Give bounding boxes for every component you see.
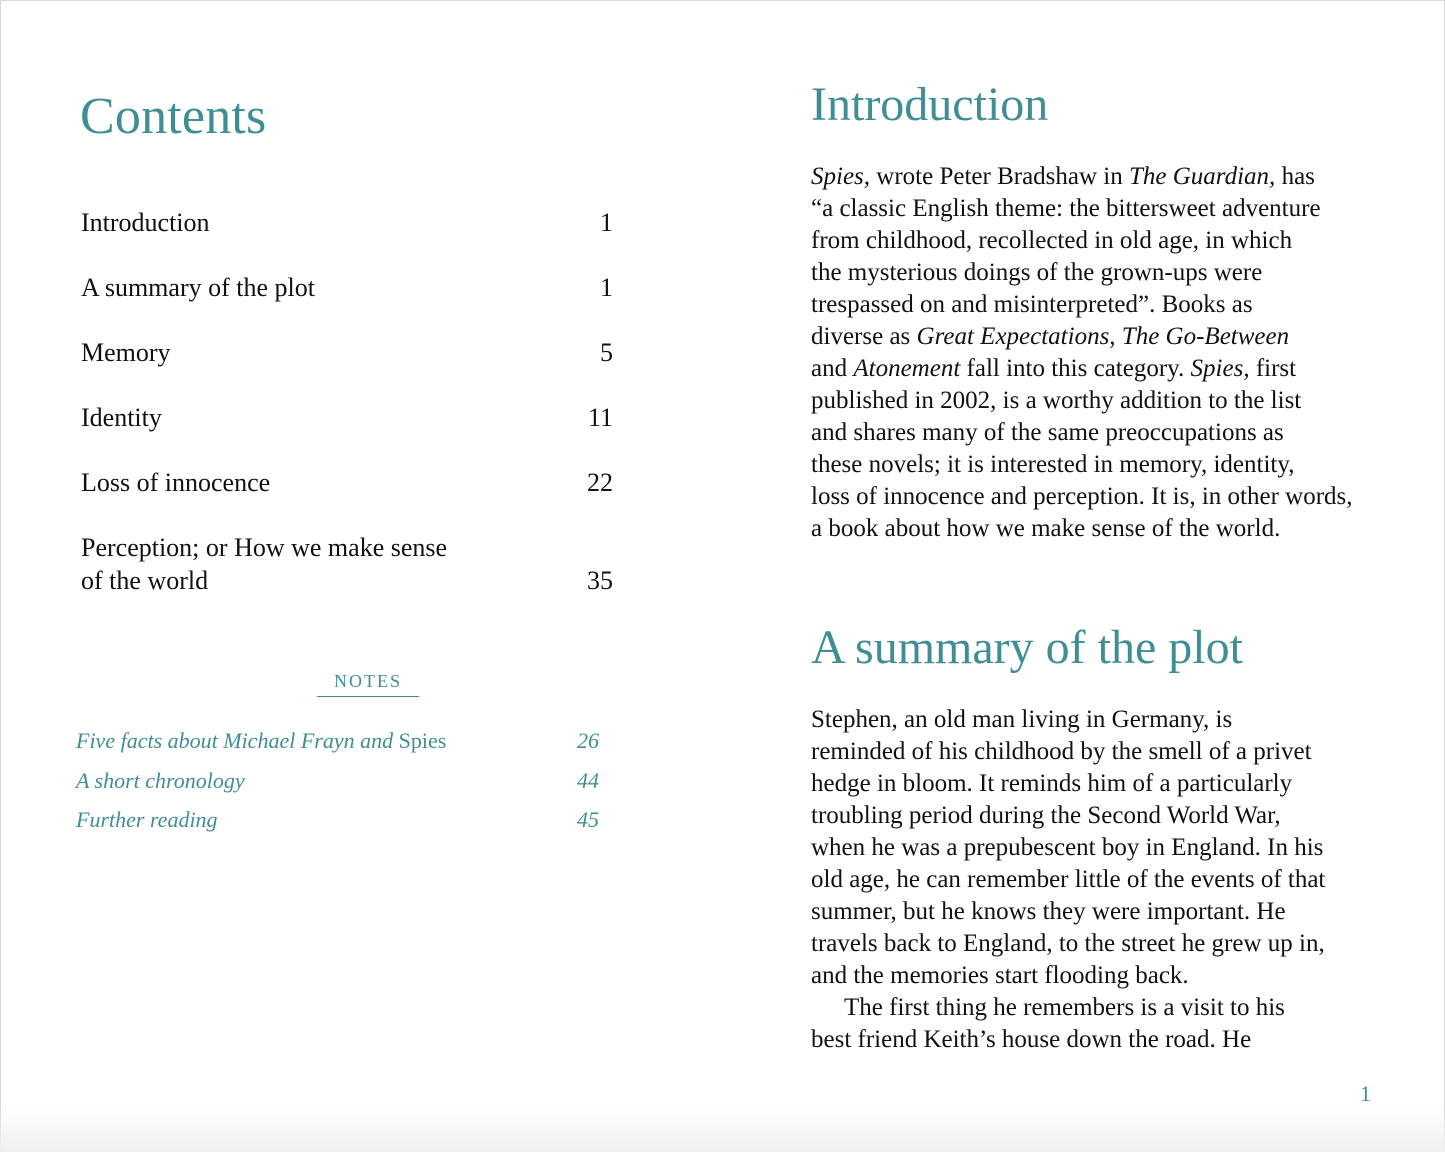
toc-entry-summary[interactable] <box>81 271 613 304</box>
text-run: the mysterious doings of the grown-ups were <box>811 259 1263 286</box>
text-line <box>811 417 1391 449</box>
toc-entry-label-line: Perception; or How we make sense <box>81 533 448 562</box>
text-run: loss of innocence and perception. It is, in other words, <box>811 483 1353 510</box>
text-run: has <box>1275 163 1315 190</box>
introduction-heading: Introduction <box>811 78 1049 131</box>
text-run: published in 2002, is a worthy addition to the list <box>811 387 1302 414</box>
contents-title: Contents <box>80 88 267 145</box>
text-line: and the memories start flooding back. <box>811 962 1189 989</box>
toc-entry-page: 1 <box>600 273 613 302</box>
toc-entry-page: 1 <box>600 208 613 237</box>
text-line: hedge in bloom. It reminds him of a particularly <box>811 770 1293 797</box>
notes-heading: NOTES <box>317 671 419 697</box>
note-entry-further-reading[interactable] <box>76 806 603 834</box>
italic-title: The Guardian, <box>1129 163 1276 190</box>
text-line <box>811 513 1391 545</box>
toc-entry-page: 11 <box>587 403 613 432</box>
text-run: diverse as <box>811 323 917 350</box>
toc-entry-page: 35 <box>587 566 613 595</box>
text-run: from childhood, recollected in old age, in which <box>811 227 1293 254</box>
text-run: fall into this category. <box>960 355 1191 382</box>
text-line: summer, but he knows they were important. He <box>811 898 1286 925</box>
text-line <box>811 161 1391 193</box>
toc-entry-label: Identity <box>81 403 162 432</box>
text-run: wrote Peter Bradshaw in <box>870 163 1129 190</box>
toc-entry-label: Introduction <box>81 208 210 237</box>
text-line <box>811 225 1391 257</box>
text-line: travels back to England, to the street he grew up in, <box>811 930 1325 957</box>
note-entry-page: 44 <box>577 768 599 793</box>
text-line <box>811 481 1391 513</box>
toc-entry-introduction[interactable] <box>81 206 613 239</box>
toc-entry-memory[interactable] <box>81 336 613 369</box>
toc-entry-page: 22 <box>587 468 613 497</box>
text-line: when he was a prepubescent boy in England. In his <box>811 834 1324 861</box>
italic-title: Spies, <box>811 163 871 190</box>
text-line: old age, he can remember little of the events of that <box>811 866 1326 893</box>
text-line: The first thing he remembers is a visit to his <box>844 994 1285 1021</box>
text-run: “a classic English theme: the bittersweet adventure <box>811 195 1321 222</box>
italic-title: Spies, <box>1190 355 1250 382</box>
text-run: a book about how we make sense of the world. <box>811 515 1281 542</box>
toc-entry-loss-of-innocence[interactable] <box>81 466 613 499</box>
italic-title: Great Expectations, The Go-Between <box>916 323 1290 350</box>
toc-entry-label-line: of the world <box>81 566 209 595</box>
toc-entry-label: Loss of innocence <box>81 468 271 497</box>
bottom-shadow <box>0 1106 1445 1152</box>
toc-entry-page: 5 <box>600 338 613 367</box>
text-run: trespassed on and misinterpreted”. Books as <box>811 291 1253 318</box>
text-line <box>811 449 1391 481</box>
text-line: troubling period during the Second World War, <box>811 802 1281 829</box>
text-line <box>811 385 1391 417</box>
note-entry-page: 26 <box>577 728 599 753</box>
text-line: reminded of his childhood by the smell of a privet <box>811 738 1312 765</box>
note-entry-label: Five facts about Michael Frayn and Spies <box>76 728 447 753</box>
text-line: best friend Keith’s house down the road. He <box>811 1026 1252 1053</box>
toc-entry-label: A summary of the plot <box>81 273 315 302</box>
text-run: and <box>811 355 854 382</box>
note-entry-page: 45 <box>577 807 599 832</box>
toc-entry-label <box>81 531 501 597</box>
text-line <box>811 353 1391 385</box>
italic-title: Atonement <box>853 355 961 382</box>
text-run: and shares many of the same preoccupations as <box>811 419 1284 446</box>
note-entry-five-facts[interactable] <box>76 727 603 755</box>
note-entry-label: A short chronology <box>76 768 245 793</box>
toc-entry-identity[interactable] <box>81 401 613 434</box>
introduction-body <box>811 161 1391 545</box>
text-line <box>811 257 1391 289</box>
text-line <box>811 321 1391 353</box>
summary-body <box>811 704 1391 1056</box>
note-entry-chronology[interactable] <box>76 767 603 795</box>
toc-entry-perception[interactable] <box>81 531 613 597</box>
page-number: 1 <box>1360 1081 1371 1106</box>
note-entry-label: Further reading <box>76 807 218 832</box>
text-line <box>811 289 1391 321</box>
text-line: Stephen, an old man living in Germany, is <box>811 706 1233 733</box>
toc-entry-label: Memory <box>81 338 171 367</box>
text-line <box>811 193 1391 225</box>
text-run: these novels; it is interested in memory, identity, <box>811 451 1295 478</box>
text-run: first <box>1249 355 1297 382</box>
summary-heading: A summary of the plot <box>811 621 1243 674</box>
